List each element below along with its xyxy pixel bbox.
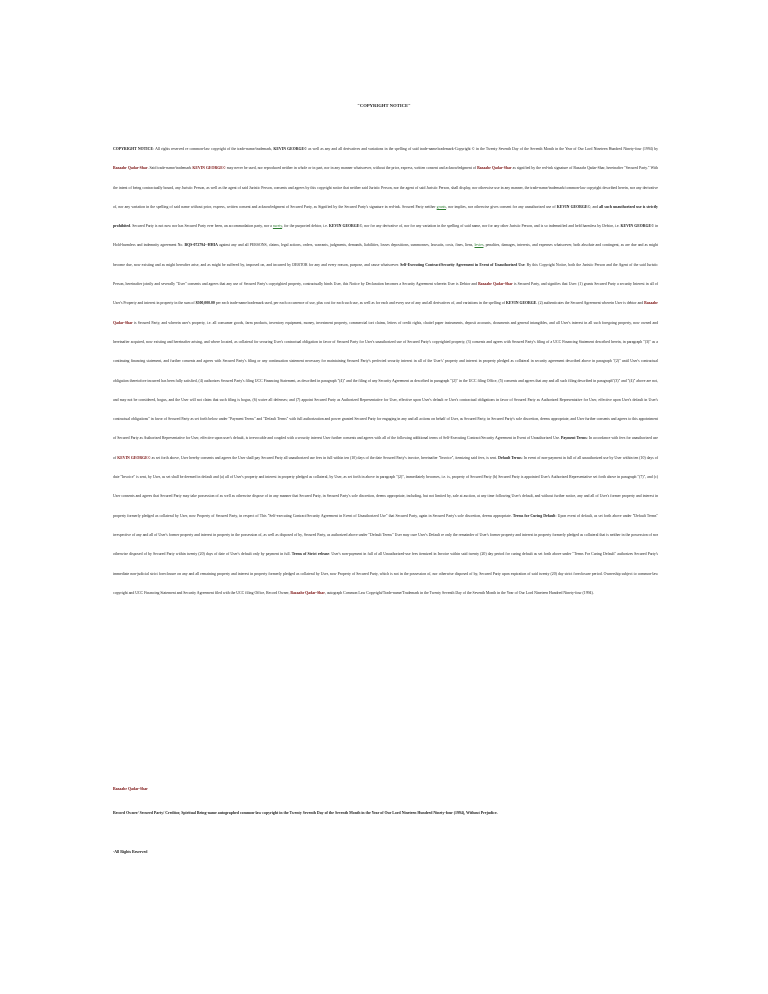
page-title: "COPYRIGHT NOTICE" [357,103,411,108]
agreement-number: BQS-072794--HHIA [184,243,218,248]
trademark-name: KEVIN GEORGE© [556,204,591,209]
owner-name: Bazaahr Qadar-Shar [478,282,513,287]
trademark-name: KEVIN GEORGE© [328,224,363,229]
all-rights-reserved: -All Rights Reserved [113,850,148,854]
amount: $500,000.00 [195,301,215,306]
link-surety[interactable]: surety [272,224,283,229]
payment-terms-heading: Payment Terms [561,436,587,441]
prohibited-text: all such unauthorized use is strictly prohibited [113,204,658,229]
lead-heading: COPYRIGHT NOTICE [113,147,154,151]
owner-name: Bazaahr Qadar-Shar [290,590,325,595]
notice-body: COPYRIGHT NOTICE: All rights reserved re common-law copyright of the trade-name/trademark, KEVIN GEORGE© as well as any and all derivatives and variations in the spelling of said trade-name/trademark-Copyright © in the Twenty Seventh Day of the Seventh Month in the Year of Our Lord Nineteen Hundred Ninety-four (1994) by Bazaahr Qadar-Shar. Said trade-name/trademark KEVIN GEORGE© may never be used, nor reproduced neither in whole or in part, nor in any manner whatsoever, without the prior, express, written consent and acknowledgment of Bazaahr Qadar-Shar as signified by the red-ink signature of Bazaahr Qadar-Shar, hereinafter "Secured Party." With the intent of being contractually bound, any Juristic Person, as well as the agent of said Juristic Person, consents and agrees by this copyright notice that neither said Juristic Person, nor the agent of said Juristic Person, shall display, nor otherwise use in any manner, the trade-name/trademark/common-law copyright described herein, nor any derivative of, nor any variation in the spelling of said name without prior, express, written consent and acknowledgment of Secured Party, as Signified by the Secured Party's signature in red-ink. Secured Party neither grants, nor implies, nor otherwise gives consent for any unauthorized use of KEVIN GEORGE©, and all such unauthorized use is strictly prohibited. Secured Party is not now nor has Secured Party ever been, an accommodation party, nor a surety, for the purported debtor, i.e. KEVIN GEORGE©, nor for any derivative of, nor for any variation in the spelling of said name, nor for any other Juristic Person, and is so indemnified and held harmless by Debtor, i.e. KEVIN GEORGE© in Hold-harmless and indemnity agreement No. BQS-072794--HHIA against any and all PERSONS, claims, legal actions, orders, warrants, judgments, demands, liabilities, losses depositions, summonses, lawsuits, costs, fines, liens, levies, penalties, damages, interests, and expenses whatsoever, both absolute and contingent, as are due and as might become due, now existing and as might hereafter arise, and as might be suffered by, imposed on, and incurred by DEBTOR for any and every reason, purpose, and cause whatsoever. Self-Executing Contract/Security Agreement in Event of Unauthorized Use: By this Copyright Notice, both the Juristic Person and the Agent of the said Juristic Person, hereinafter jointly and severally "User" consents and agrees that any use of Secured Party's copyrighted property, contractually binds User, this Notice by Declaration becomes a Security Agreement wherein User is Debtor and Bazaahr Qadar-Shar is Secured Party, and signifies that User: (1) grants Secured Party a security Interest in all of User's Property and interest in property in the sum of $500,000.00 per each trade-name/trademark used, per each occurrence of use, plus cost for each such use, as well as for each and every use of any and all derivatives of, and variations in the spelling of KEVIN GEORGE. (2) authenticates the Secured Agreement wherein User is debtor and Bazaahr Qadar-Shar is Secured Party, and wherein user's property, i.e. all consumer goods, farm products, inventory equipment, money, investment property, commercial tort claims, letters of credit rights, chattel paper instruments, deposit accounts, documents and general intangibles, and all User's interest in all such foregoing property, now owned and hereinafter acquired, now existing and hereinafter arising, and where located, as collateral for securing User's contractual obligation in favor of Secured Party for User's unauthorized use of Secured Party's copyrighted property, (3) consents and agrees with Secured Party's filing of a UCC Financing Statement described herein, in paragraph "(3)" as a continuing financing statement, and further consents and agrees with Secured Party's filing or any continuation statement necessary for maintaining Secured Party's perfected security interest in all of the User's' property and interest in property pledged as collateral in security agreement described above in paragraph "(2)" until User's contractual obligation theretofore incurred has been fully satisfied, (4) authorizes Secured Party's filing UCC Financing Statement, as described in paragraph "(4)" and the filing of any Security Agreement as described in paragraph "(2)" in the UCC filing Office, (5) consents and agrees that any and all such filing described in paragraph"(3)" and "(4)" above are not, and may not be considered, bogus, and the User will not claim that such filing is bogus, (6) waive all defenses; and (7) appoint Secured Party as Authorized Representative for User, effective upon User's default re User's contractual obligations in favor of Secured Party as Authorized Representative for User, effective upon User's default in User's contractual obligations" in favor of Secured Party as set forth below under "Payment Terms" and "Default Terms" with full authorization and power granted Secured Party for engaging in any and all actions on behalf of User, as Secured Party, in Secured Party's sole discretion, deems appropriate, and User further consents and agrees to this appointment of Secured Party as Authorized Representative for User, effective upon user's default, is irrevocable and coupled with a security interest User further consents and agrees with all of the following additional terms of Self-Executing Contract/Security Agreement in Event of Unauthorized Use. Payment Terms: In accordance with fees for unauthorized use of KEVIN GEORGE© as set forth above, User hereby consents and agrees the User shall pay Secured Party all unauthorized use fees in full within ten (10) days of the date Secured Party's invoice, hereinafter "Invoice", itemizing said fees, is sent. Default Terms: In event of non-payment in full of all unauthorized use by User within ten (10) days of date "Invoice" is sent, by User, as set shall be deemed in default and (a) all of User's property and interest in property pledged as collateral, by User, as set forth in above in paragraph "(2)", immediately becomes, i.e. is, property of Secured Party (b) Secured Party is appointed User's Authorized Representative set forth above in paragraph "(7)", and (c) User consents and agrees that Secured Party may take possession of as well as otherwise dispose of in any manner that Secured Party, in Secured Party's sole discretion, deems appropriate, including, but not limited by, sale at auction, at any time following User's default, and without further notice, any and all of User's former property and interest in property formerly pledged as collateral by User, now Property of Secured Party, in respect of This "Self-executing Contract/Security Agreement in Event of Unauthorized Use" that Secured Party, again in Secured Party's sole discretion, deems appropriate. Terms for Curing Default: Upon event of default, as set forth above under "Default Terms" irrespective of any and all of User's former property and interest in property in the possession of, as well as disposed of by, Secured Party, as authorized above under "Default Terms" User may cure User's Default re only the remainder of User's former property and interest in property formerly pledged as collateral that is neither in the possession of nor otherwise disposed of by Secured Party within twenty (20) days of date of User's default only by payment in full. Terms of Strict release: User's non-payment in full of all Unauthorized-use fees itemized in Invoice within said twenty (20) day period for curing default as set forth above under "Terms For Curing Default" authorizes Secured Party's immediate non-judicial strict foreclosure on any and all remaining property and interest in property formerly pledged as collateral by User, now Property of Secured Party, which is not in the possession of, nor otherwise disposed of by, Secured Party upon expiration of said twenty (20) day strict foreclosure period. Ownership subject to common-law copyright and UCC Financing Statement and Security Agreement filed with the UCC filing Office, Record Owner, Bazaahr Qadar-Shar, autograph Common Law Copyright/Trade-name/Trademark in the Twenty Seventh Day of the Seventh Month in the Year of Our Lord Nineteen Hundred Ninety-four (1994). [113,147,659,595]
release-terms-heading: Terms of Strict release [291,552,330,557]
trademark-name: KEVIN GEORGE© [192,166,226,171]
link-levies[interactable]: levies [474,243,484,248]
link-grants[interactable]: grants [436,204,447,209]
default-terms-heading: Default Terms [498,455,522,460]
owner-name: Bazaahr Qadar-Shar [113,166,148,171]
trademark-name: KEVIN GEORGE© [620,224,654,229]
trademark-name: KEVIN GEORGE© [117,455,151,460]
owner-name: Bazaahr Qadar-Shar [477,166,512,171]
signature-line: Record Owner/ Secured Party/ Creditor, Spiritual Being-name autographed common-law copyright in the Twenty Seventh Day of the Seventh Month in the Year of Our Lord Nineteen Hundred Ninety-four (1994), Without Prejudice. [113,811,498,815]
signature-name: Bazaahr Qadar-Shar [113,787,148,791]
trademark-name: KEVIN GEORGE [505,301,537,306]
curing-terms-heading: Terms for Curing Default [512,513,556,518]
trademark-name: KEVIN GEORGE© [273,147,307,151]
self-executing-heading: Self-Executing Contract/Security Agreement in Event of Unauthorized Use [400,262,525,267]
owner-name: Bazaahr Qadar-Shar [113,301,659,325]
